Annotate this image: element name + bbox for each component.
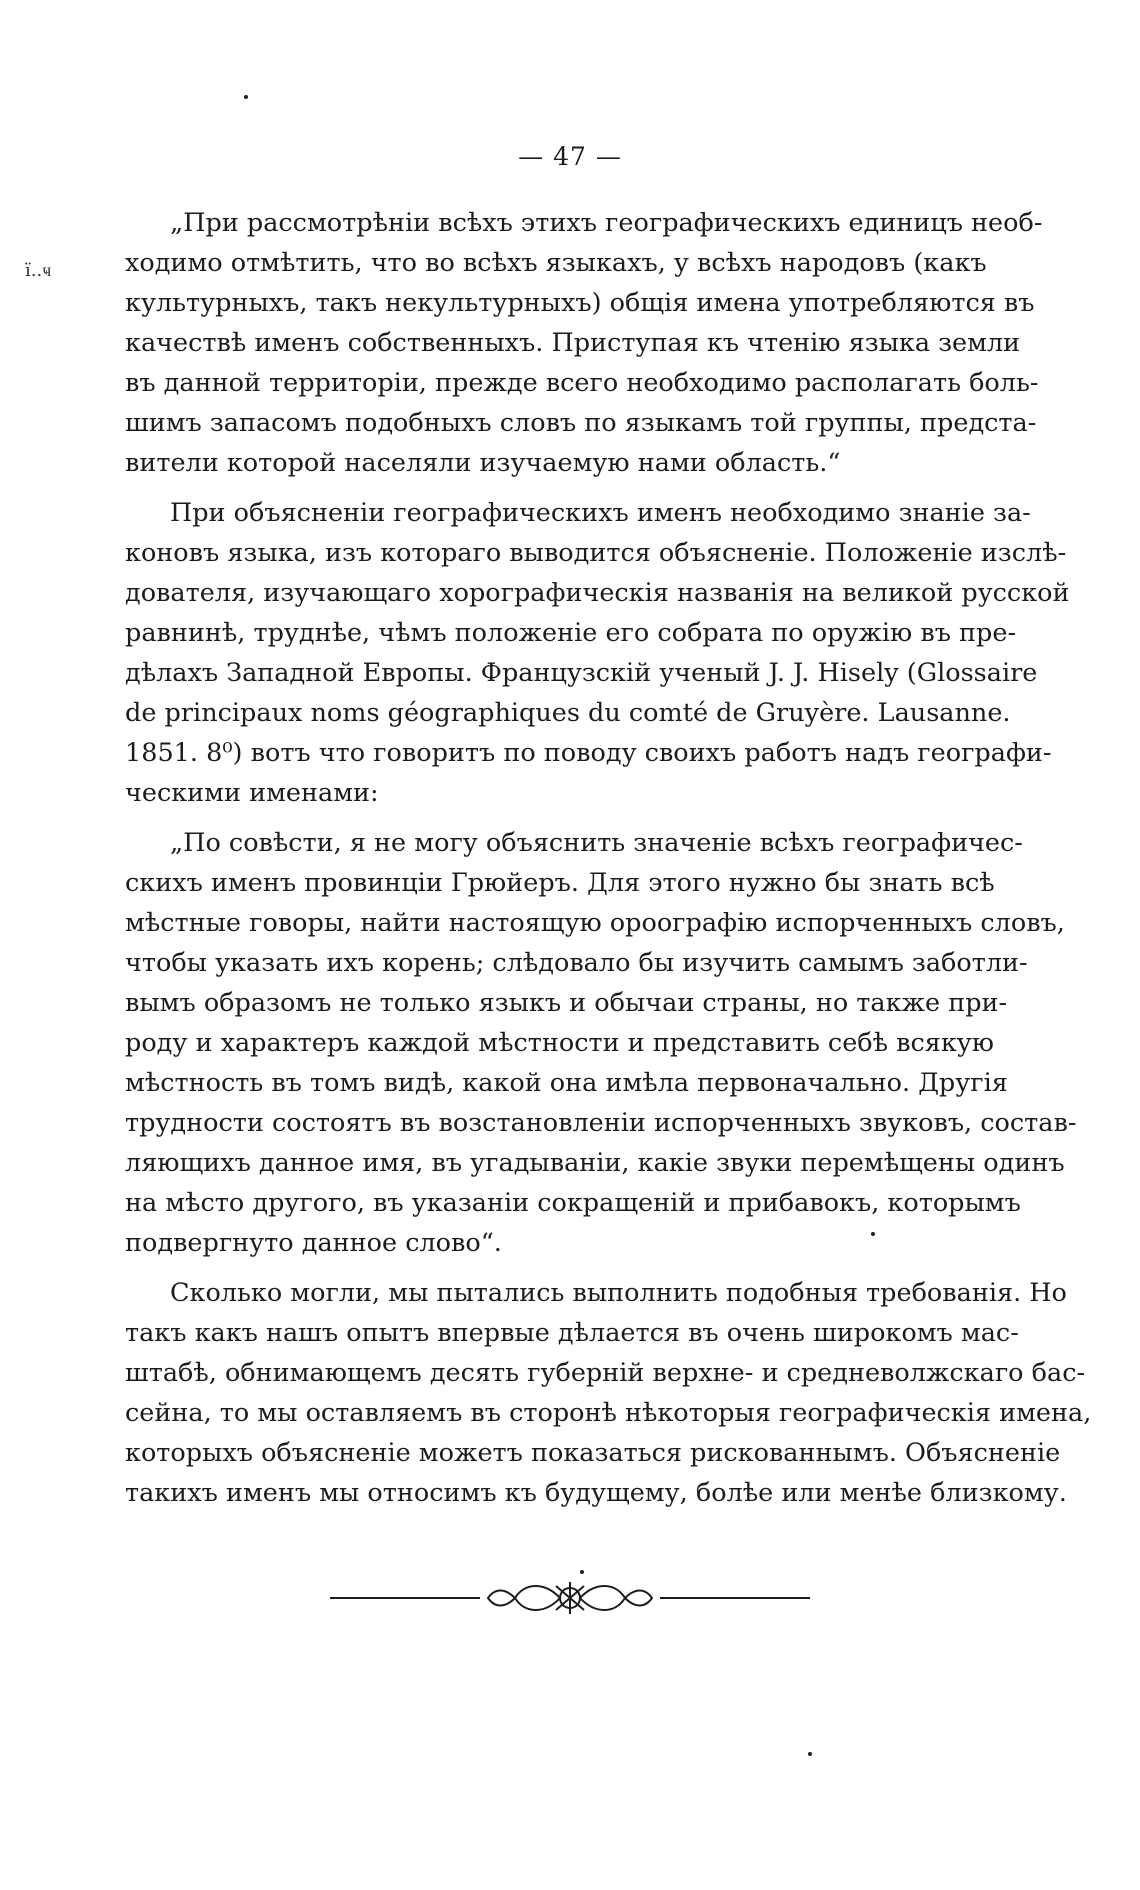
text-line: которыхъ объясненіе можетъ показаться рискованнымъ. Объясненіе: [125, 1438, 1061, 1468]
paragraph-2: [125, 493, 1070, 813]
paragraph-1: [125, 203, 1043, 483]
text-line: „При рассмотрѣніи всѣхъ этихъ географическихъ единицъ необ-: [170, 208, 1043, 238]
text-line: дователя, изучающаго хорографическія названія на великой русской: [125, 578, 1070, 608]
text-line: мѣстные говоры, найти настоящую ороографію испорченныхъ словъ,: [125, 908, 1065, 938]
text-line: роду и характеръ каждой мѣстности и представить себѣ всякую: [125, 1028, 995, 1058]
text-line: 1851. 8⁰) вотъ что говоритъ по поводу своихъ работъ надъ географи-: [125, 738, 1052, 768]
text-line: штабѣ, обнимающемъ десять губерній верхне- и средневолжскаго бас-: [125, 1358, 1086, 1388]
text-line: ческими именами:: [125, 778, 379, 808]
text-line: такъ какъ нашъ опытъ впервые дѣлается въ очень широкомъ мас-: [125, 1318, 1019, 1348]
text-line: такихъ именъ мы относимъ къ будущему, болѣе или менѣе близкому.: [125, 1478, 1067, 1508]
flourish-icon: [488, 1582, 652, 1614]
text-line: коновъ языка, изъ котораго выводится объясненіе. Положеніе изслѣ-: [125, 538, 1067, 568]
text-line: равнинѣ, труднѣе, чѣмъ положеніе его собрата по оружію въ пре-: [125, 618, 1017, 648]
text-line: на мѣсто другого, въ указаніи сокращеній и прибавокъ, которымъ: [125, 1188, 1021, 1218]
stray-mark: [871, 1232, 875, 1236]
text-line: подвергнуто данное слово“.: [125, 1228, 502, 1258]
ornament-divider: [330, 1578, 810, 1618]
text-line: При объясненіи географическихъ именъ необходимо знаніе за-: [170, 498, 1031, 528]
text-line: трудности состоятъ въ возстановленіи испорченныхъ звуковъ, состав-: [125, 1108, 1077, 1138]
text-line: чтобы указать ихъ корень; слѣдовало бы изучить самымъ заботли-: [125, 948, 1028, 978]
text-line: дѣлахъ Западной Европы. Французскій ученый J. J. Hisely (Glossaire: [125, 658, 1038, 688]
stray-mark: [808, 1752, 812, 1756]
text-line: „По совѣсти, я не могу объяснить значеніе всѣхъ географичес-: [170, 828, 1023, 858]
paragraph-4: [125, 1273, 1092, 1513]
text-line: вымъ образомъ не только языкъ и обычаи страны, но также при-: [125, 988, 1008, 1018]
text-line: мѣстность въ томъ видѣ, какой она имѣла первоначально. Другія: [125, 1068, 1008, 1098]
text-line: сейна, то мы оставляемъ въ сторонѣ нѣкоторыя географическія имена,: [125, 1398, 1092, 1428]
page-number: — 47 —: [518, 142, 622, 171]
text-line: шимъ запасомъ подобныхъ словъ по языкамъ той группы, предста-: [125, 408, 1037, 438]
text-line: de principaux noms géographiques du comté de Gruyère. Lausanne.: [125, 698, 1011, 728]
margin-annotation: ї..ҹ: [25, 260, 52, 281]
stray-mark: [244, 95, 248, 99]
text-line: культурныхъ, такъ некультурныхъ) общія имена употребляются въ: [125, 288, 1035, 318]
text-line: скихъ именъ провинціи Грюйеръ. Для этого нужно бы знать всѣ: [125, 868, 995, 898]
text-line: вители которой населяли изучаемую нами область.“: [125, 448, 841, 478]
stray-mark: [580, 1570, 584, 1574]
text-line: въ данной территоріи, прежде всего необходимо располагать боль-: [125, 368, 1039, 398]
text-line: ходимо отмѣтить, что во всѣхъ языкахъ, у всѣхъ народовъ (какъ: [125, 248, 987, 278]
text-line: качествѣ именъ собственныхъ. Приступая къ чтенію языка земли: [125, 328, 1021, 358]
text-line: Сколько могли, мы пытались выполнить подобныя требованія. Но: [170, 1278, 1067, 1308]
body-text: [125, 203, 1092, 1513]
text-line: ляющихъ данное имя, въ угадываніи, какіе звуки перемѣщены одинъ: [125, 1148, 1065, 1178]
paragraph-3: [125, 823, 1077, 1263]
